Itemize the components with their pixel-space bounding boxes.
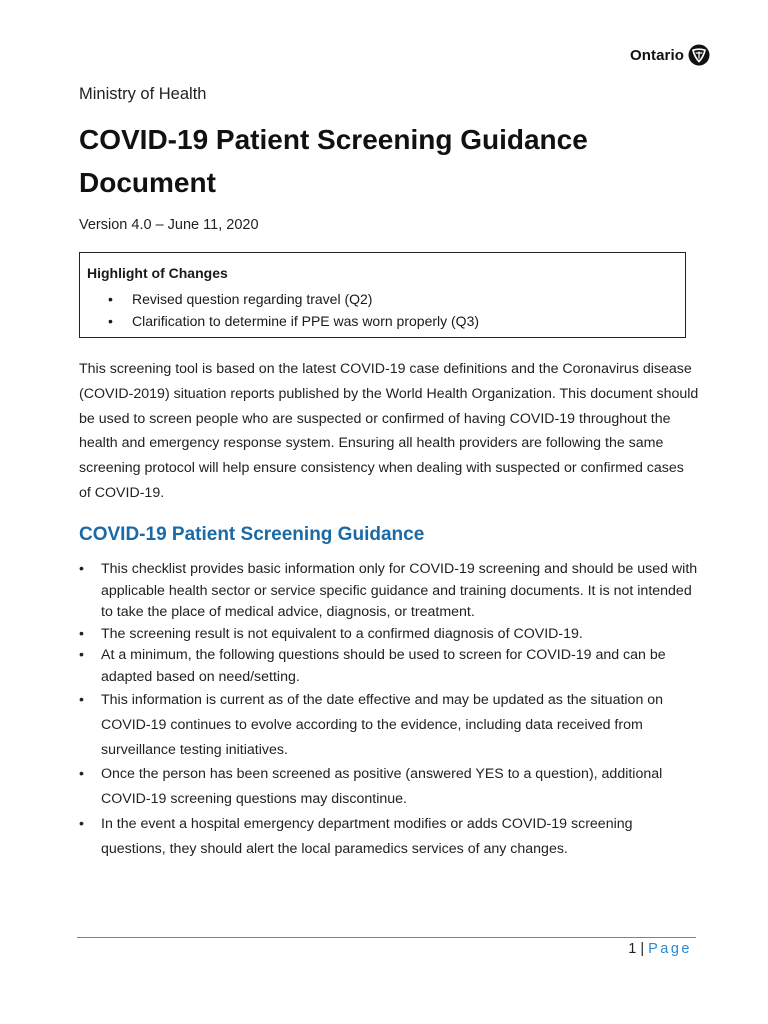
trillium-icon — [688, 44, 710, 66]
guidance-item: • This checklist provides basic information only for COVID-19 screening and should be used with applicable health sector or service specific guidance and training documents. It is not intended to take the place of medical advice, diagnosis, or treatment. — [79, 559, 699, 624]
ministry-name: Ministry of Health — [79, 85, 207, 103]
guidance-item: • This information is current as of the date effective and may be updated as the situation on COVID-19 continues to evolve according to the evidence, including data received from surveillance testing initiatives. — [79, 688, 699, 762]
page-number-value: 1 — [628, 941, 637, 957]
page-label: Page — [648, 941, 692, 957]
guidance-list — [79, 559, 699, 862]
version-line: Version 4.0 – June 11, 2020 — [79, 217, 259, 233]
ontario-logo — [630, 44, 710, 66]
changes-list — [87, 288, 685, 332]
guidance-item: • Once the person has been screened as positive (answered YES to a question), additional COVID-19 screening questions may discontinue. — [79, 762, 699, 812]
page-number — [628, 941, 692, 957]
page-separator: | — [636, 941, 649, 957]
guidance-item: • The screening result is not equivalent to a confirmed diagnosis of COVID-19. — [79, 624, 699, 646]
section-heading: COVID-19 Patient Screening Guidance — [79, 524, 425, 545]
intro-paragraph: This screening tool is based on the latest COVID-19 case definitions and the Coronavirus disease (COVID-2019) situation reports published by the World Health Organization. This document should be used to screen people who are suspected or confirmed of having COVID-19 throughout the health and emergency response system. Ensuring all health providers are following the same screening protocol will help ensure consistency when dealing with suspected or confirmed cases of COVID-19. — [79, 361, 699, 501]
footer-rule — [77, 937, 696, 938]
ontario-wordmark: Ontario — [629, 46, 684, 64]
document-title: COVID-19 Patient Screening Guidance Document — [79, 124, 588, 198]
changes-heading: Highlight of Changes — [87, 265, 228, 281]
change-item: • Revised question regarding travel (Q2) — [87, 288, 685, 310]
guidance-item: • At a minimum, the following questions should be used to screen for COVID-19 and can be adapted based on need/setting. — [79, 645, 699, 688]
guidance-item: • In the event a hospital emergency department modifies or adds COVID-19 screening questions, they should alert the local paramedics services of any changes. — [79, 812, 699, 862]
changes-box — [79, 252, 686, 338]
change-item: • Clarification to determine if PPE was worn properly (Q3) — [87, 310, 685, 332]
